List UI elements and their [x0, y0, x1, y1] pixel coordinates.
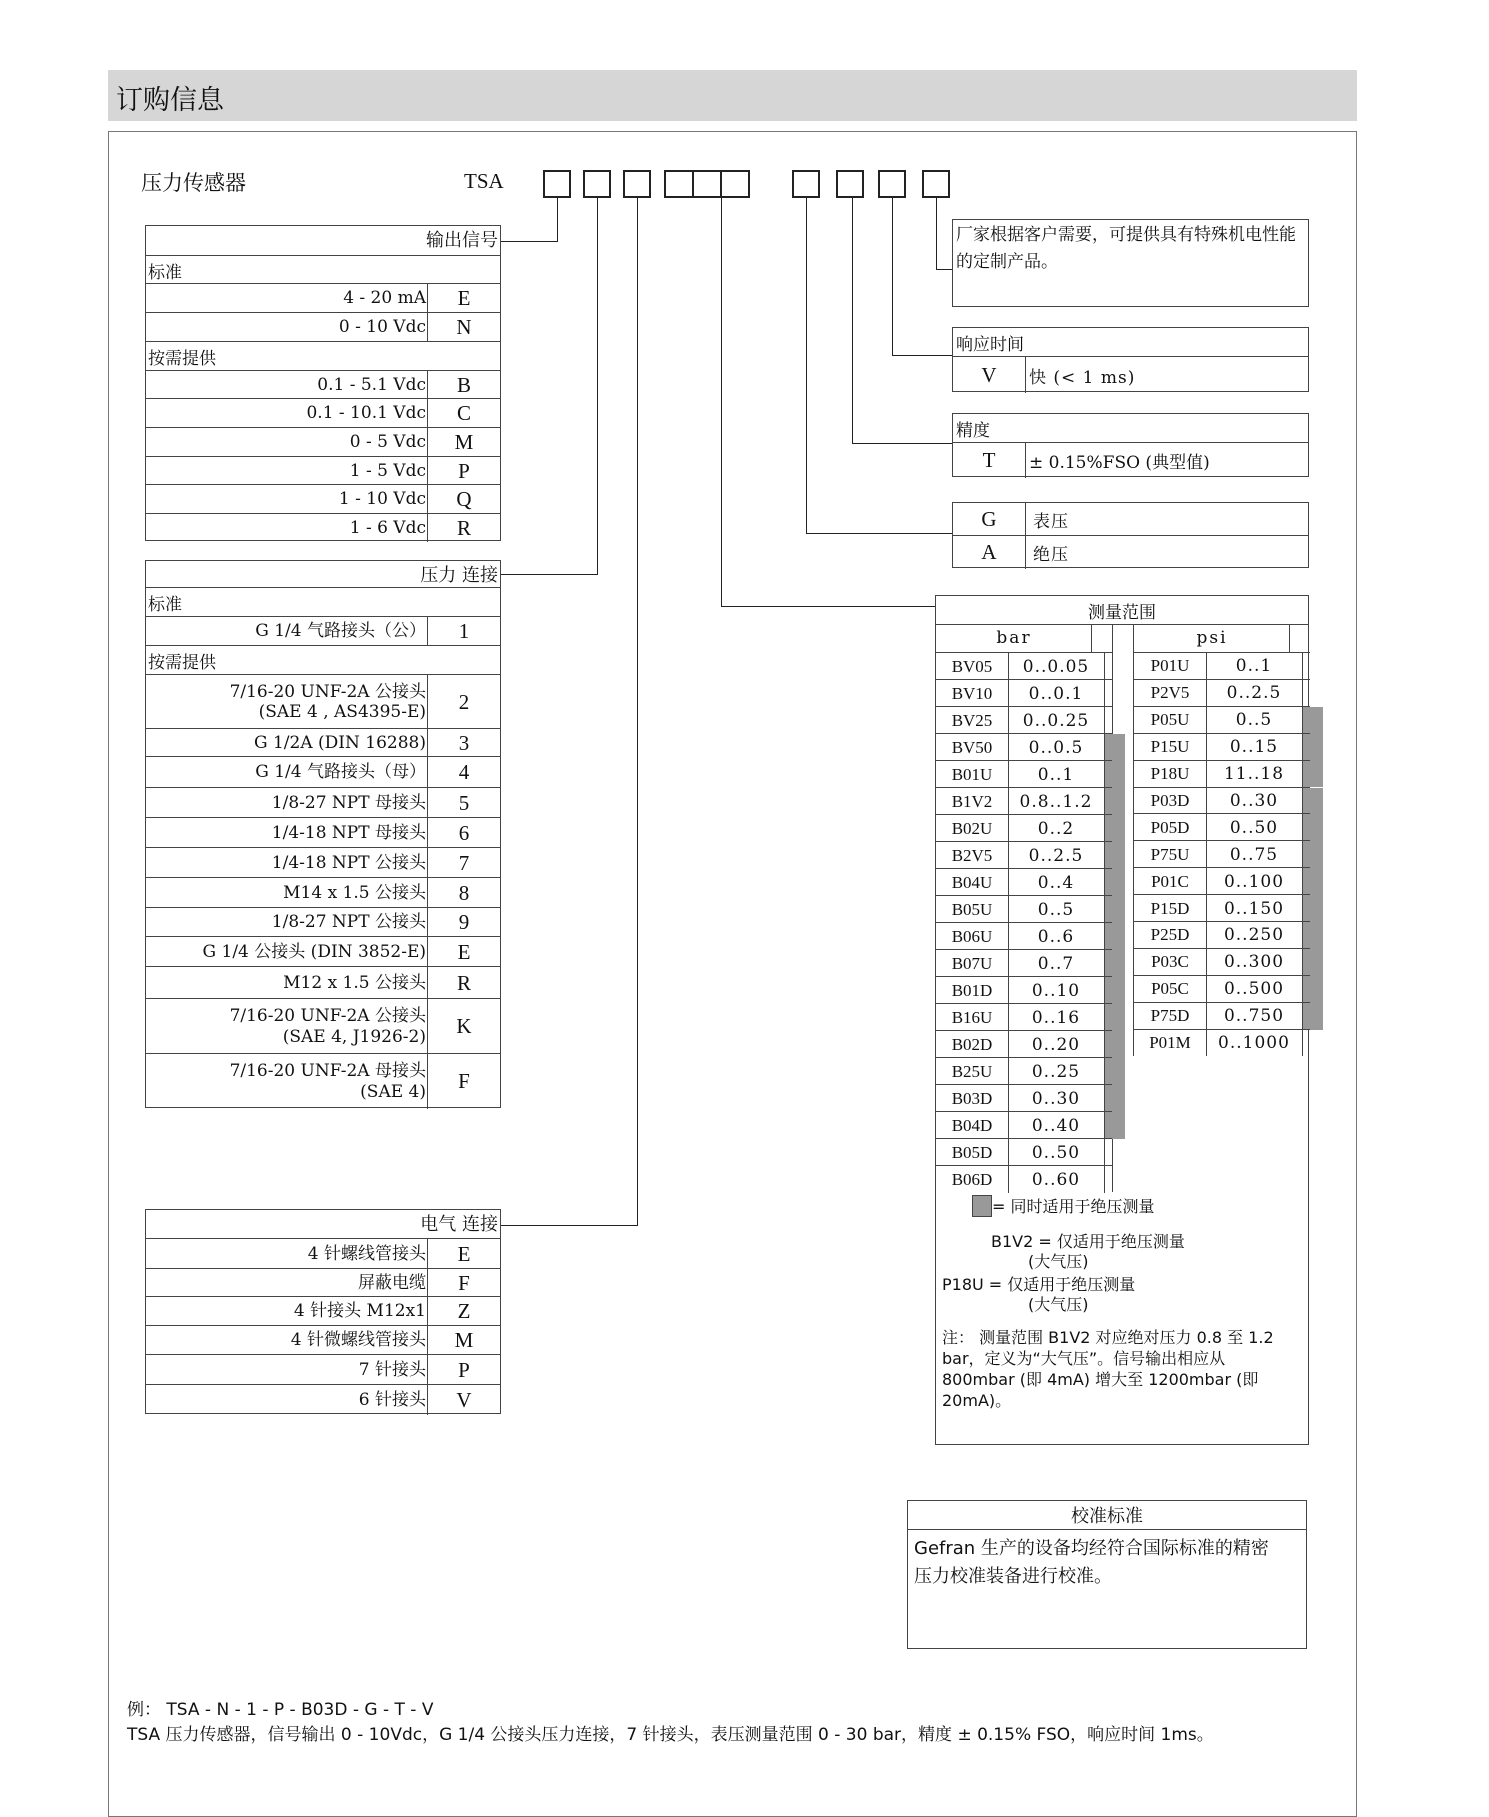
- code-box-type: [792, 170, 820, 198]
- accuracy-box: [952, 413, 1309, 477]
- psi-range-code: P15U: [1134, 734, 1207, 761]
- psi-range-abs-flag: [1302, 949, 1323, 976]
- section-row: 标准: [146, 255, 500, 284]
- section-header: [108, 70, 1357, 121]
- bar-range-range: 0..7: [1037, 953, 1075, 974]
- bar-range-code: B03D: [936, 1085, 1009, 1112]
- custom-product-box: [952, 219, 1309, 307]
- measurement-range-box: [935, 595, 1309, 1445]
- pressure-type-box: [952, 502, 1309, 568]
- bar-range-range: 0..0.5: [1028, 737, 1084, 758]
- bar-range-table: [936, 624, 1113, 1192]
- psi-range-code: P01C: [1134, 868, 1207, 895]
- bar-range-code: B07U: [936, 950, 1009, 977]
- pressure-connection-title: 压力 连接: [420, 565, 498, 586]
- psi-range-range: 0..75: [1229, 844, 1279, 865]
- bar-range-range: 0..60: [1031, 1169, 1081, 1190]
- bar-range-code: B05U: [936, 896, 1009, 923]
- bar-range-code: B04U: [936, 869, 1009, 896]
- bar-range-abs-flag: [1104, 707, 1125, 734]
- table-row: 0 - 10 Vdc N: [146, 312, 500, 342]
- bar-range-abs-flag: [1104, 1139, 1125, 1166]
- psi-range-range: 11..18: [1223, 764, 1285, 785]
- psi-range-range: 0..750: [1223, 1006, 1285, 1027]
- section-title: 订购信息: [116, 85, 224, 116]
- table-row: 1 - 10 Vdc Q: [146, 484, 500, 514]
- psi-range-row: [1134, 948, 1310, 976]
- bar-range-abs-flag: [1104, 1166, 1125, 1193]
- measurement-range-title: 测量范围: [936, 596, 1308, 625]
- psi-range-range: 0..500: [1223, 979, 1285, 1000]
- bar-range-abs-flag: [1104, 680, 1125, 707]
- bar-range-abs-flag: [1104, 1031, 1125, 1058]
- bar-range-code: B01U: [936, 761, 1009, 788]
- psi-range-row: [1134, 975, 1310, 1003]
- psi-range-code: P05D: [1134, 814, 1207, 841]
- calibration-title: 校准标准: [908, 1501, 1306, 1530]
- table-row: 1/8-27 NPT 母接头 5: [146, 787, 500, 818]
- table-row: 7/16-20 UNF-2A 母接头 (SAE 4) F: [146, 1053, 500, 1109]
- table-row: V 快 (< 1 ms): [953, 356, 1308, 393]
- bar-range-code: BV05: [936, 653, 1009, 680]
- bar-range-row: [936, 1084, 1112, 1112]
- psi-range-abs-flag: [1302, 734, 1323, 761]
- psi-range-row: [1134, 813, 1310, 841]
- psi-range-row: [1134, 733, 1310, 761]
- psi-range-row: [1134, 1029, 1310, 1057]
- bar-range-row: [936, 1057, 1112, 1085]
- psi-range-abs-flag: [1302, 922, 1323, 949]
- psi-range-row: [1134, 787, 1310, 815]
- bar-range-code: B06U: [936, 923, 1009, 950]
- bar-range-row: [936, 1111, 1112, 1139]
- product-label: 压力传感器: [141, 171, 246, 195]
- psi-range-code: P05C: [1134, 976, 1207, 1003]
- psi-range-code: P18U: [1134, 761, 1207, 788]
- output-signal-title: 输出信号: [426, 230, 498, 251]
- bar-range-abs-flag: [1104, 653, 1125, 680]
- bar-range-row: [936, 760, 1112, 788]
- note-b1v2: B1V2 = 仅适用于绝压测量: [991, 1232, 1185, 1251]
- bar-range-row: [936, 1030, 1112, 1058]
- bar-range-range: 0..5: [1037, 899, 1075, 920]
- bar-range-code: B04D: [936, 1112, 1009, 1139]
- bar-range-abs-flag: [1104, 815, 1125, 842]
- range-note: 注： 测量范围 B1V2 对应绝对压力 0.8 至 1.2 bar，定义为“大气压”。信号输出相应从 800mbar (即 4mA) 增大至 1200mbar (即 20mA)。: [942, 1328, 1274, 1410]
- electrical-connection-title: 电气 连接: [420, 1214, 498, 1235]
- section-row: 按需提供: [146, 341, 500, 371]
- psi-range-row: [1134, 1002, 1310, 1030]
- bar-range-code: B02D: [936, 1031, 1009, 1058]
- psi-range-row: [1134, 706, 1310, 734]
- bar-range-abs-flag: [1104, 734, 1125, 761]
- table-row: 屏蔽电缆 F: [146, 1268, 500, 1297]
- bar-range-range: 0..25: [1031, 1061, 1081, 1082]
- psi-range-abs-flag: [1302, 814, 1323, 841]
- bar-range-row: [936, 895, 1112, 923]
- psi-range-range: 0..50: [1229, 817, 1279, 838]
- bar-range-row: [936, 1003, 1112, 1031]
- table-row: 4 针微螺线管接头 M: [146, 1325, 500, 1355]
- bar-range-abs-flag: [1104, 923, 1125, 950]
- bar-range-row: [936, 679, 1112, 707]
- example-block: [127, 1698, 1307, 1748]
- bar-range-abs-flag: [1104, 896, 1125, 923]
- bar-range-abs-flag: [1104, 761, 1125, 788]
- bar-range-range: 0..16: [1031, 1007, 1081, 1028]
- code-box-range: [664, 170, 750, 198]
- bar-range-abs-flag: [1104, 1058, 1125, 1085]
- bar-range-range: 0..2.5: [1028, 845, 1084, 866]
- bar-range-code: B05D: [936, 1139, 1009, 1166]
- output-signal-table: [145, 225, 501, 541]
- connector-line: [806, 198, 807, 534]
- psi-range-code: P01M: [1134, 1030, 1207, 1057]
- table-row: 0 - 5 Vdc M: [146, 427, 500, 457]
- psi-range-code: P05U: [1134, 707, 1207, 734]
- psi-range-abs-flag: [1302, 653, 1323, 680]
- connector-line: [721, 606, 935, 607]
- bar-range-row: [936, 1138, 1112, 1166]
- table-row: 1 - 6 Vdc R: [146, 513, 500, 542]
- bar-range-abs-flag: [1104, 1085, 1125, 1112]
- section-row: 按需提供: [146, 645, 500, 675]
- table-row: G 1/2A (DIN 16288) 3: [146, 728, 500, 757]
- table-row: T ± 0.15%FSO (典型值): [953, 442, 1308, 478]
- code-box-electrical: [623, 170, 651, 198]
- psi-range-row: [1134, 652, 1310, 680]
- psi-range-range: 0..150: [1223, 898, 1285, 919]
- bar-range-range: 0..10: [1031, 980, 1081, 1001]
- psi-range-row: [1134, 760, 1310, 788]
- bar-header-flag: [1091, 624, 1112, 652]
- note-p18u: P18U = 仅适用于绝压测量: [942, 1275, 1136, 1294]
- code-box-divider: [692, 170, 694, 198]
- bar-range-row: [936, 841, 1112, 869]
- psi-range-range: 0..1: [1235, 656, 1273, 677]
- connector-line: [892, 198, 893, 356]
- bar-range-range: 0..4: [1037, 872, 1075, 893]
- legend-swatch: [972, 1195, 992, 1217]
- table-row: 0.1 - 5.1 Vdc B: [146, 370, 500, 399]
- psi-range-range: 0..100: [1223, 871, 1285, 892]
- psi-range-abs-flag: [1302, 895, 1323, 922]
- bar-range-range: 0..0.25: [1022, 710, 1090, 731]
- bar-range-range: 0..2: [1037, 818, 1075, 839]
- psi-range-abs-flag: [1302, 841, 1323, 868]
- bar-range-code: B25U: [936, 1058, 1009, 1085]
- bar-range-row: [936, 787, 1112, 815]
- table-row: M14 x 1.5 公接头 8: [146, 877, 500, 908]
- bar-range-range: 0..1: [1037, 764, 1075, 785]
- table-row: 6 针接头 V: [146, 1384, 500, 1415]
- section-row: 标准: [146, 587, 500, 617]
- table-row: 1 - 5 Vdc P: [146, 456, 500, 485]
- psi-range-code: P15D: [1134, 895, 1207, 922]
- connector-line: [500, 241, 558, 242]
- psi-header-flag: [1289, 624, 1310, 652]
- psi-range-abs-flag: [1302, 1030, 1323, 1057]
- table-row: 4 针接头 M12x1 Z: [146, 1296, 500, 1326]
- bar-range-abs-flag: [1104, 977, 1125, 1004]
- table-row: 4 - 20 mA E: [146, 283, 500, 313]
- psi-range-code: P75D: [1134, 1003, 1207, 1030]
- bar-range-range: 0..6: [1037, 926, 1075, 947]
- bar-range-row: [936, 814, 1112, 842]
- calibration-text: Gefran 生产的设备均经符合国际标准的精密压力校准装备进行校准。: [914, 1538, 1269, 1587]
- table-row: G 1/4 公接头 (DIN 3852-E) E: [146, 936, 500, 967]
- connector-line: [852, 198, 853, 444]
- bar-range-row: [936, 706, 1112, 734]
- psi-range-row: [1134, 679, 1310, 707]
- psi-range-code: P03D: [1134, 788, 1207, 815]
- bar-range-abs-flag: [1104, 842, 1125, 869]
- code-box-output: [543, 170, 571, 198]
- code-box-response: [878, 170, 906, 198]
- bar-range-abs-flag: [1104, 788, 1125, 815]
- psi-range-row: [1134, 921, 1310, 949]
- connector-line: [500, 1225, 638, 1226]
- psi-range-range: 0..300: [1223, 952, 1285, 973]
- bar-range-range: 0..0.1: [1028, 683, 1084, 704]
- psi-range-code: P25D: [1134, 922, 1207, 949]
- psi-range-code: P75U: [1134, 841, 1207, 868]
- psi-range-range: 0..250: [1223, 925, 1285, 946]
- psi-range-code: P03C: [1134, 949, 1207, 976]
- example-code: 例： TSA - N - 1 - P - B03D - G - T - V: [127, 1700, 434, 1720]
- calibration-box: [907, 1500, 1307, 1649]
- psi-range-row: [1134, 894, 1310, 922]
- psi-header: psi: [1196, 628, 1228, 648]
- custom-product-text: 厂家根据客户需要，可提供具有特殊机电性能的定制产品。: [956, 225, 1296, 272]
- psi-range-row: [1134, 867, 1310, 895]
- connector-line: [892, 355, 952, 356]
- bar-range-code: BV50: [936, 734, 1009, 761]
- bar-range-abs-flag: [1104, 1004, 1125, 1031]
- table-row: 7/16-20 UNF-2A 公接头 (SAE 4 , AS4395-E) 2: [146, 674, 500, 729]
- code-box-accuracy: [836, 170, 864, 198]
- connector-line: [721, 198, 722, 607]
- note-b1v2-sub: (大气压): [1028, 1252, 1089, 1271]
- table-row: 1/8-27 NPT 公接头 9: [146, 907, 500, 937]
- connector-line: [936, 198, 937, 270]
- example-text: TSA 压力传感器，信号输出 0 - 10Vdc，G 1/4 公接头压力连接，7 针接头，表压测量范围 0 - 30 bar，精度 ± 0.15% FSO，响应时间 1ms。: [127, 1725, 1214, 1745]
- bar-range-code: B06D: [936, 1166, 1009, 1193]
- table-row: 1/4-18 NPT 母接头 6: [146, 817, 500, 848]
- response-time-title: 响应时间: [956, 335, 1024, 355]
- table-row: G 1/4 气路接头（公） 1: [146, 616, 500, 646]
- psi-range-code: P01U: [1134, 653, 1207, 680]
- psi-range-abs-flag: [1302, 707, 1323, 734]
- psi-range-row: [1134, 840, 1310, 868]
- bar-range-row: [936, 733, 1112, 761]
- bar-range-code: B1V2: [936, 788, 1009, 815]
- table-row: M12 x 1.5 公接头 R: [146, 966, 500, 999]
- code-box-pressure-conn: [583, 170, 611, 198]
- psi-range-range: 0..2.5: [1226, 683, 1282, 704]
- bar-range-range: 0..0.05: [1022, 656, 1090, 677]
- bar-range-row: [936, 922, 1112, 950]
- bar-range-code: BV25: [936, 707, 1009, 734]
- accuracy-title: 精度: [956, 421, 990, 441]
- bar-header: bar: [996, 628, 1032, 648]
- bar-range-range: 0..50: [1031, 1142, 1081, 1163]
- psi-range-range: 0..15: [1229, 737, 1279, 758]
- bar-range-code: BV10: [936, 680, 1009, 707]
- connector-line: [637, 198, 638, 1226]
- bar-range-code: B01D: [936, 977, 1009, 1004]
- psi-range-table: [1133, 624, 1310, 1056]
- psi-range-range: 0..5: [1235, 710, 1273, 731]
- product-prefix: TSA: [464, 169, 504, 193]
- bar-range-range: 0.8..1.2: [1019, 791, 1093, 812]
- psi-range-abs-flag: [1302, 761, 1323, 788]
- connector-line: [852, 443, 952, 444]
- bar-range-code: B2V5: [936, 842, 1009, 869]
- psi-range-abs-flag: [1302, 868, 1323, 895]
- psi-range-abs-flag: [1302, 680, 1323, 707]
- bar-range-row: [936, 976, 1112, 1004]
- pressure-connection-table: [145, 560, 501, 1108]
- table-row: 1/4-18 NPT 公接头 7: [146, 847, 500, 878]
- response-time-box: [952, 327, 1309, 392]
- connector-line: [806, 533, 952, 534]
- table-row: 4 针螺线管接头 E: [146, 1238, 500, 1269]
- table-row: 7/16-20 UNF-2A 公接头 (SAE 4, J1926-2) K: [146, 998, 500, 1054]
- table-row: G 表压: [953, 503, 1308, 535]
- electrical-connection-table: [145, 1209, 501, 1414]
- bar-range-row: [936, 949, 1112, 977]
- bar-range-abs-flag: [1104, 950, 1125, 977]
- table-row: 0.1 - 10.1 Vdc C: [146, 398, 500, 428]
- bar-range-code: B16U: [936, 1004, 1009, 1031]
- bar-range-row: [936, 868, 1112, 896]
- bar-range-code: B02U: [936, 815, 1009, 842]
- bar-range-range: 0..30: [1031, 1088, 1081, 1109]
- code-box-divider: [720, 170, 722, 198]
- psi-range-code: P2V5: [1134, 680, 1207, 707]
- connector-line: [557, 198, 558, 242]
- legend-text: = 同时适用于绝压测量: [992, 1197, 1155, 1216]
- connector-line: [597, 198, 598, 574]
- table-row: A 绝压: [953, 535, 1308, 569]
- psi-range-range: 0..1000: [1218, 1033, 1290, 1054]
- bar-range-range: 0..20: [1031, 1034, 1081, 1055]
- note-p18u-sub: (大气压): [1028, 1295, 1089, 1314]
- psi-range-abs-flag: [1302, 976, 1323, 1003]
- connector-line: [500, 574, 598, 575]
- psi-range-abs-flag: [1302, 1003, 1323, 1030]
- table-row: 7 针接头 P: [146, 1354, 500, 1385]
- psi-range-range: 0..30: [1229, 790, 1279, 811]
- bar-range-row: [936, 652, 1112, 680]
- bar-range-range: 0..40: [1031, 1115, 1081, 1136]
- table-row: G 1/4 气路接头（母） 4: [146, 756, 500, 788]
- psi-range-abs-flag: [1302, 788, 1323, 815]
- bar-range-abs-flag: [1104, 869, 1125, 896]
- code-box-custom: [922, 170, 950, 198]
- bar-range-row: [936, 1165, 1112, 1193]
- bar-range-abs-flag: [1104, 1112, 1125, 1139]
